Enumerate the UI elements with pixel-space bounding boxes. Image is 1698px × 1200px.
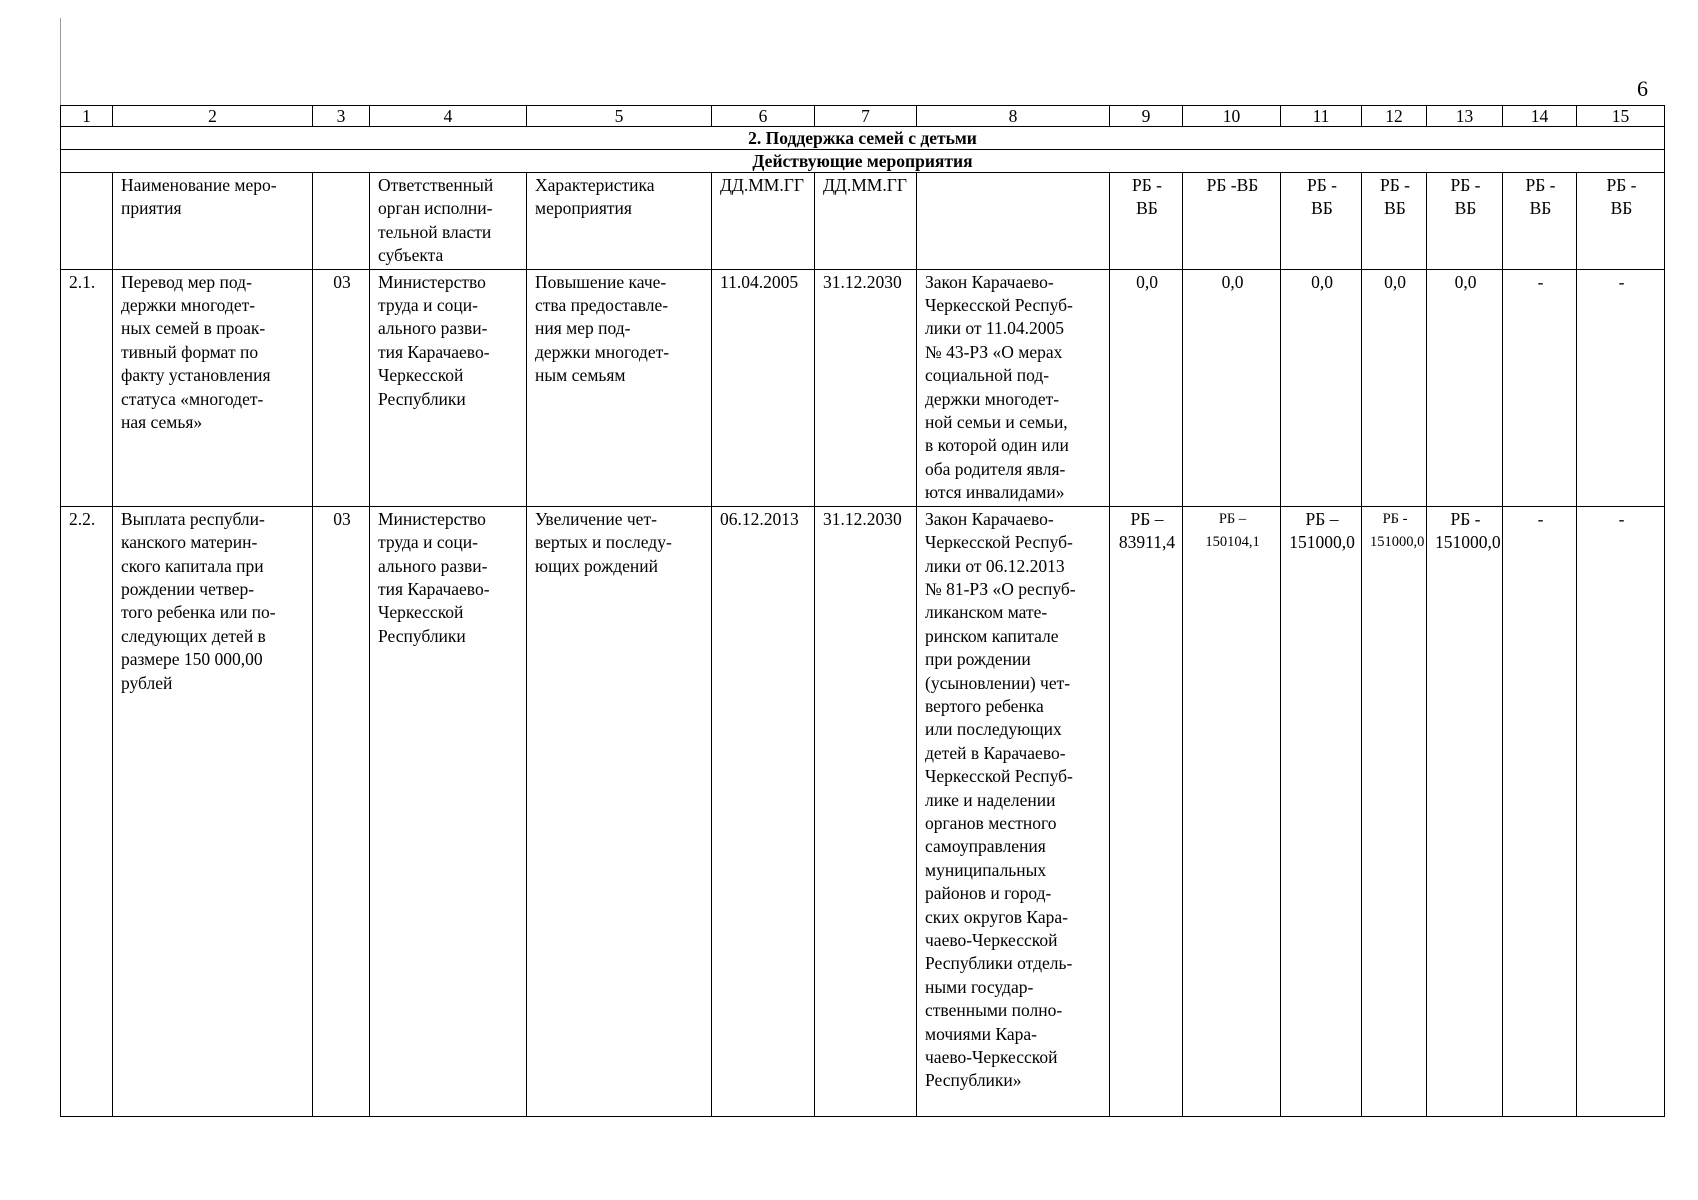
funding-value: -: [1503, 506, 1577, 1116]
responsible-org: Министерство труда и соци- ального разви- тия Карачаево- Черкесской Республики: [370, 506, 527, 1116]
funding-value: -: [1503, 269, 1577, 506]
header-row: [61, 173, 1665, 270]
funding-value: 0,0: [1427, 269, 1503, 506]
page-margin-rule: [60, 18, 61, 118]
funding-value: РБ – 150104,1: [1183, 506, 1281, 1116]
page-number: 6: [1637, 76, 1648, 101]
legal-basis: Закон Карачаево- Черкесской Респуб- лики от 06.12.2013 № 81-РЗ «О респуб- ликанском мате- ринском капитале при рождении (усыновлении) чет- вертого ребенка или последующих детей в Карачаево- Черкесской Респуб- лике и наделении органов местного самоуправления муниципальных районов и город- ских округов Кара- чаево-Черкесской Республики отдель- ными государ- ственными полно- мочиями Кара- чаево-Черкесской Республики»: [917, 506, 1110, 1116]
header-org: Ответственный орган исполни- тельной власти субъекта: [370, 173, 527, 270]
column-number: 3: [313, 106, 370, 127]
column-number: 1: [61, 106, 113, 127]
header-cell-empty: [61, 173, 113, 270]
program-table: [60, 105, 1665, 1117]
legal-basis: Закон Карачаево- Черкесской Респуб- лики от 11.04.2005 № 43-РЗ «О мерах социальной под- держки многодет- ной семьи и семьи, в которой один или оба родителя явля- ются инвалидами»: [917, 269, 1110, 506]
subsection-title: Действующие мероприятия: [61, 150, 1665, 173]
measure-characteristic: Повышение каче- ства предоставле- ния мер под- держки многодет- ным семьям: [527, 269, 712, 506]
row-number: 2.2.: [61, 506, 113, 1116]
column-number: 10: [1183, 106, 1281, 127]
column-number: 15: [1577, 106, 1665, 127]
funding-value: РБ – 83911,4: [1110, 506, 1183, 1116]
responsible-org: Министерство труда и соци- ального разви- тия Карачаево- Черкесской Республики: [370, 269, 527, 506]
column-number: 12: [1362, 106, 1427, 127]
subsection-row: [61, 150, 1665, 173]
funding-value: 0,0: [1362, 269, 1427, 506]
funding-value: 0,0: [1281, 269, 1362, 506]
column-number: 8: [917, 106, 1110, 127]
header-funding: РБ - ВБ: [1362, 173, 1427, 270]
column-number: 5: [527, 106, 712, 127]
column-number: 6: [712, 106, 815, 127]
header-funding: РБ -ВБ: [1183, 173, 1281, 270]
funding-value: 0,0: [1183, 269, 1281, 506]
funding-value: 0,0: [1110, 269, 1183, 506]
table-row: [61, 269, 1665, 506]
row-code: 03: [313, 506, 370, 1116]
column-number-row: [61, 106, 1665, 127]
header-name: Наименование меро- приятия: [113, 173, 313, 270]
table-row: [61, 506, 1665, 1116]
header-characteristic: Характеристика мероприятия: [527, 173, 712, 270]
measure-name: Перевод мер под- держки многодет- ных семей в проак- тивный формат по факту установления статуса «многодет- ная семья»: [113, 269, 313, 506]
header-cell-empty: [917, 173, 1110, 270]
measure-characteristic: Увеличение чет- вертых и последу- ющих рождений: [527, 506, 712, 1116]
header-funding: РБ - ВБ: [1503, 173, 1577, 270]
funding-value: РБ - 151000,0: [1362, 506, 1427, 1116]
header-funding: РБ - ВБ: [1281, 173, 1362, 270]
start-date: 11.04.2005: [712, 269, 815, 506]
header-cell-empty: [313, 173, 370, 270]
header-start-date: ДД.ММ.ГГ: [712, 173, 815, 270]
header-end-date: ДД.ММ.ГГ: [815, 173, 917, 270]
section-title: 2. Поддержка семей с детьми: [61, 127, 1665, 150]
section-row: [61, 127, 1665, 150]
column-number: 9: [1110, 106, 1183, 127]
end-date: 31.12.2030: [815, 506, 917, 1116]
funding-value: РБ - 151000,0: [1427, 506, 1503, 1116]
funding-value: -: [1577, 269, 1665, 506]
end-date: 31.12.2030: [815, 269, 917, 506]
measure-name: Выплата республи- канского материн- ского капитала при рождении четвер- того ребенка или по- следующих детей в размере 150 000,00 рублей: [113, 506, 313, 1116]
start-date: 06.12.2013: [712, 506, 815, 1116]
column-number: 11: [1281, 106, 1362, 127]
column-number: 14: [1503, 106, 1577, 127]
header-funding: РБ - ВБ: [1577, 173, 1665, 270]
row-code: 03: [313, 269, 370, 506]
funding-value: РБ – 151000,0: [1281, 506, 1362, 1116]
row-number: 2.1.: [61, 269, 113, 506]
header-funding: РБ - ВБ: [1427, 173, 1503, 270]
column-number: 2: [113, 106, 313, 127]
header-funding: РБ - ВБ: [1110, 173, 1183, 270]
column-number: 4: [370, 106, 527, 127]
column-number: 13: [1427, 106, 1503, 127]
column-number: 7: [815, 106, 917, 127]
funding-value: -: [1577, 506, 1665, 1116]
